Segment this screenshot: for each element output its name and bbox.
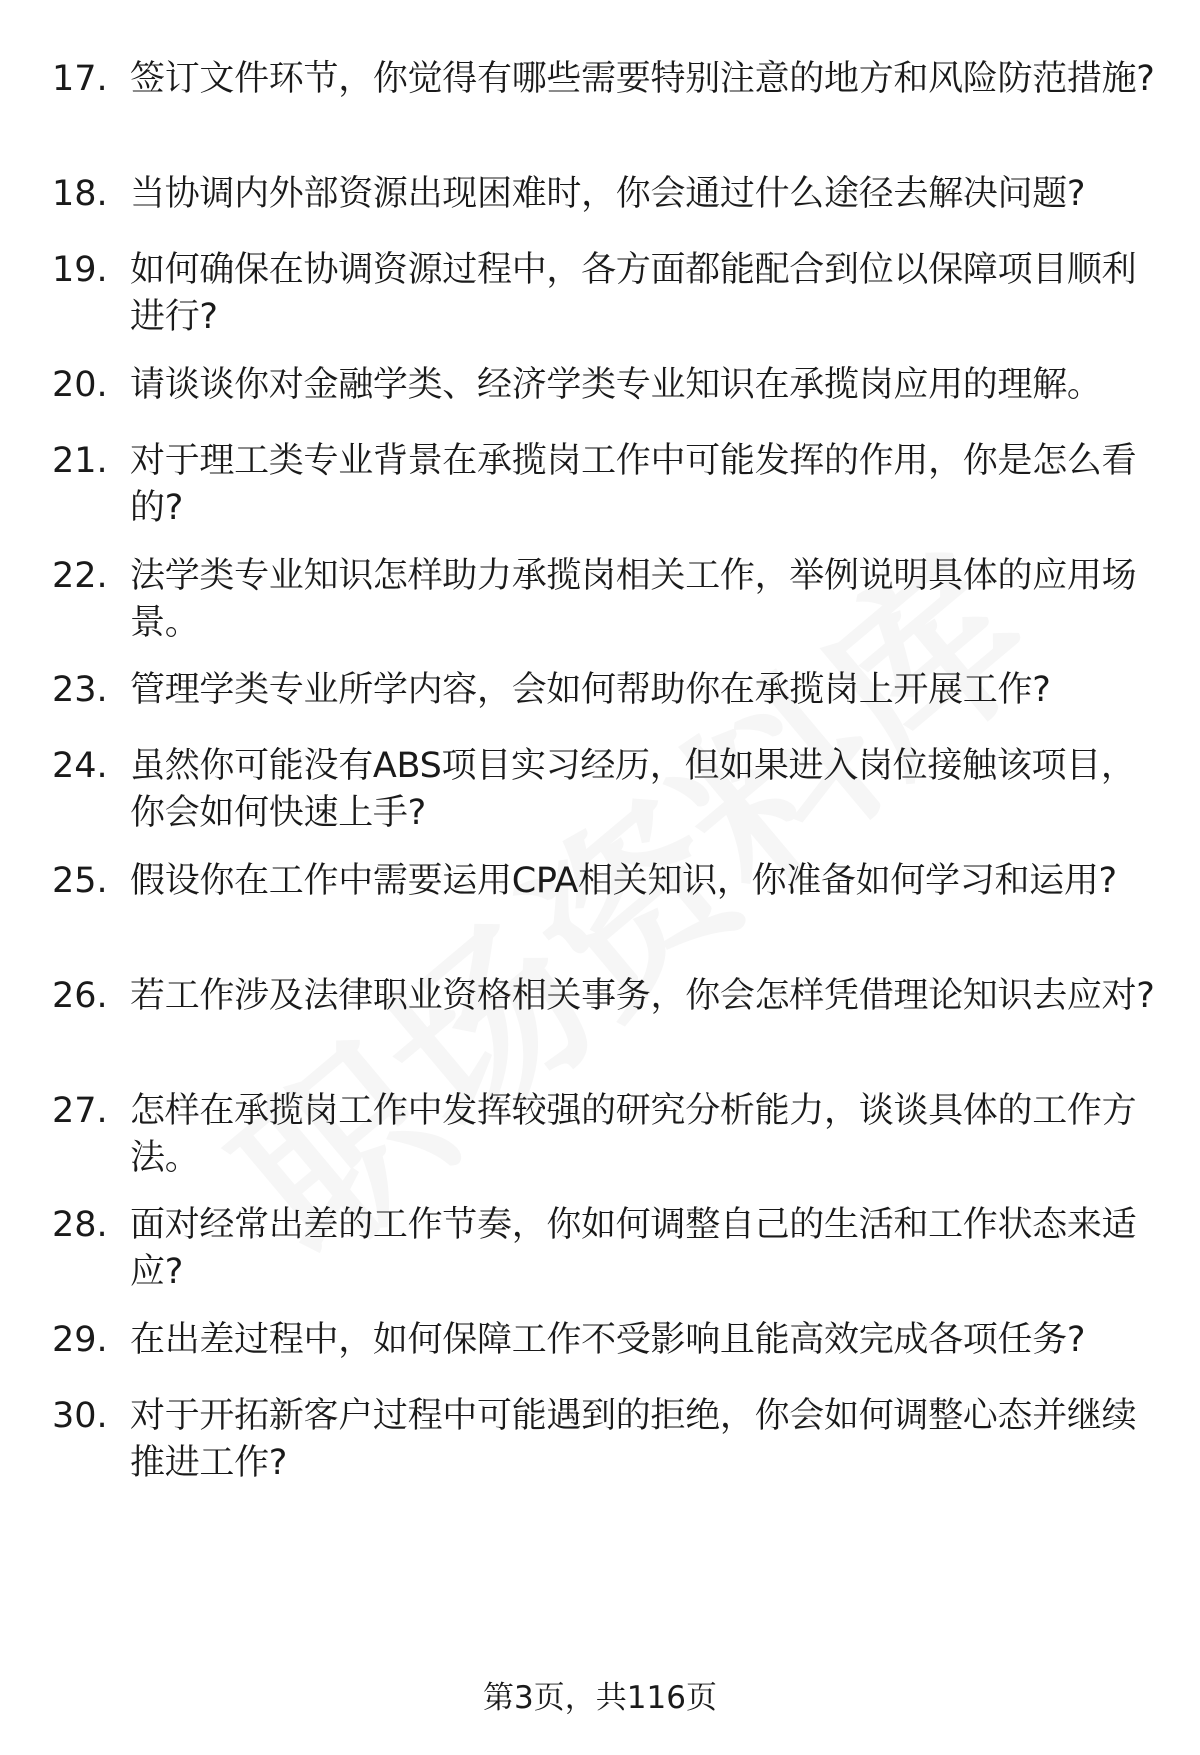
question-number: 20. [52, 365, 108, 405]
question-number: 30. [52, 1396, 108, 1436]
question-item [52, 743, 1162, 837]
question-text: 面对经常出差的工作节奏，你如何调整自己的生活和工作状态来适应? [130, 1205, 1137, 1292]
question-item [52, 667, 1162, 714]
question-number: 25. [52, 861, 108, 901]
question-number: 29. [52, 1320, 108, 1360]
question-item [52, 438, 1162, 532]
question-number: 18. [52, 174, 108, 214]
question-item [52, 1088, 1162, 1182]
question-number: 27. [52, 1091, 108, 1131]
question-text: 对于开拓新客户过程中可能遇到的拒绝，你会如何调整心态并继续推进工作? [130, 1396, 1137, 1483]
question-text: 怎样在承揽岗工作中发挥较强的研究分析能力，谈谈具体的工作方法。 [130, 1091, 1137, 1178]
question-item [52, 171, 1162, 218]
question-number: 28. [52, 1205, 108, 1245]
question-number: 22. [52, 556, 108, 596]
question-item [52, 1317, 1162, 1364]
question-text: 如何确保在协调资源过程中，各方面都能配合到位以保障项目顺利进行? [130, 250, 1137, 337]
question-item [52, 973, 1162, 1020]
question-text: 管理学类专业所学内容，会如何帮助你在承揽岗上开展工作? [130, 670, 1051, 710]
question-text: 请谈谈你对金融学类、经济学类专业知识在承揽岗应用的理解。 [130, 365, 1102, 405]
question-text: 法学类专业知识怎样助力承揽岗相关工作，举例说明具体的应用场景。 [130, 556, 1137, 643]
question-text: 假设你在工作中需要运用CPA相关知识，你准备如何学习和运用? [130, 861, 1117, 901]
question-item [52, 553, 1162, 647]
question-number: 21. [52, 441, 108, 481]
question-text: 当协调内外部资源出现困难时，你会通过什么途径去解决问题? [130, 174, 1086, 214]
question-text: 虽然你可能没有ABS项目实习经历，但如果进入岗位接触该项目，你会如何快速上手? [130, 746, 1136, 833]
question-text: 对于理工类专业背景在承揽岗工作中可能发挥的作用，你是怎么看的? [130, 441, 1137, 528]
question-item [52, 1393, 1162, 1487]
question-text: 在出差过程中，如何保障工作不受影响且能高效完成各项任务? [130, 1320, 1086, 1360]
question-item [52, 1202, 1162, 1296]
page-footer: 第3页，共116页 [483, 1680, 717, 1716]
question-item [52, 362, 1162, 409]
question-number: 17. [52, 59, 108, 99]
question-number: 23. [52, 670, 108, 710]
question-item [52, 247, 1162, 341]
question-number: 19. [52, 250, 108, 290]
question-item [52, 56, 1162, 103]
question-text: 签订文件环节，你觉得有哪些需要特别注意的地方和风险防范措施? [130, 59, 1155, 99]
question-text: 若工作涉及法律职业资格相关事务，你会怎样凭借理论知识去应对? [130, 976, 1155, 1016]
question-number: 24. [52, 746, 108, 786]
question-number: 26. [52, 976, 108, 1016]
question-item [52, 858, 1162, 905]
